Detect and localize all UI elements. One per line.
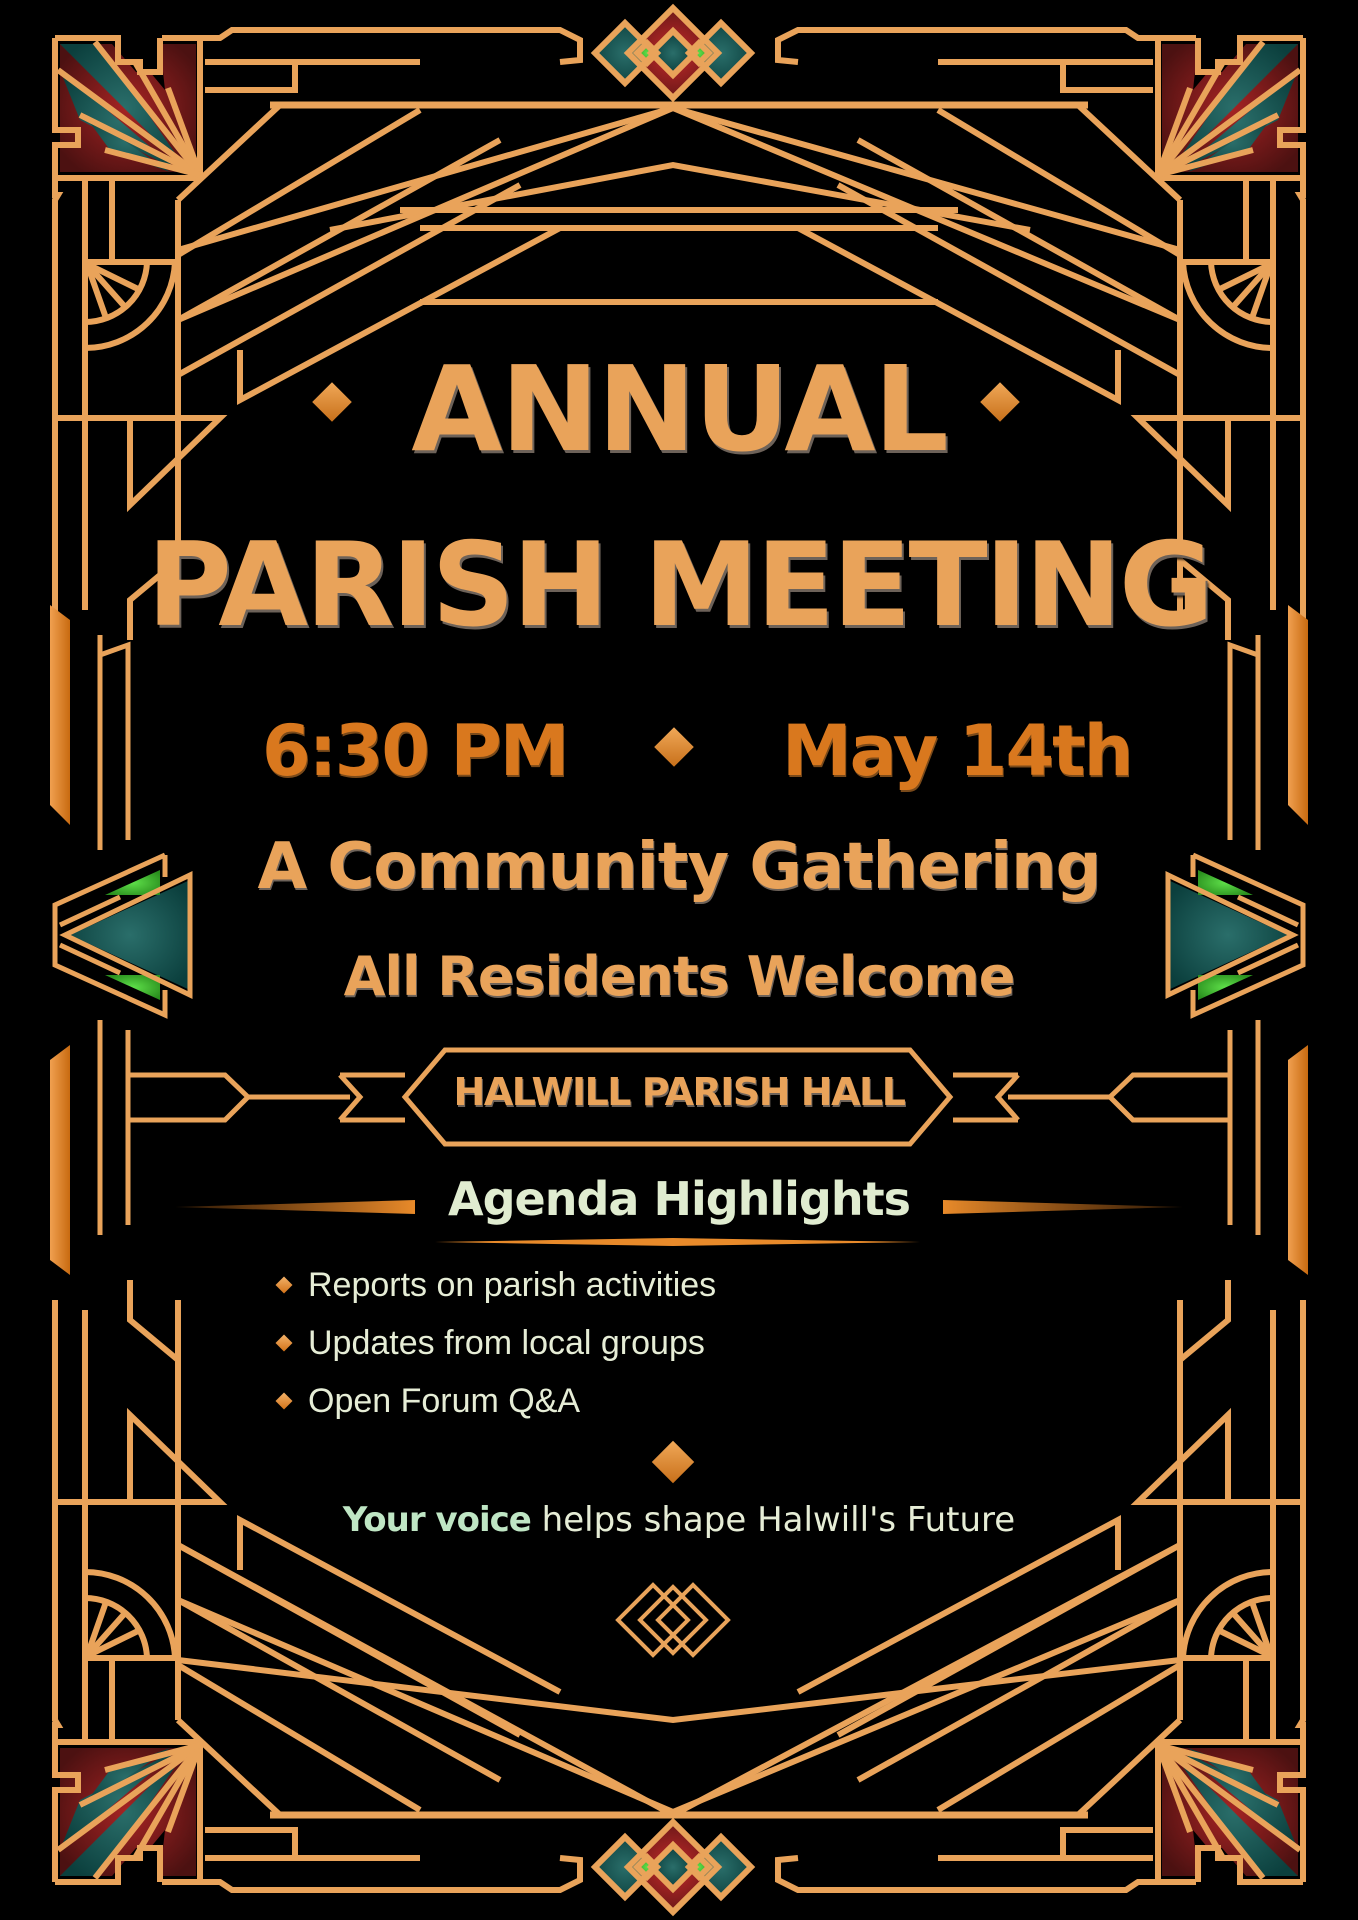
agenda-heading: Agenda Highlights bbox=[448, 1172, 910, 1226]
diamond-bullet-icon bbox=[276, 1335, 293, 1352]
footer-emphasis: Your voice bbox=[342, 1500, 531, 1540]
agenda-item bbox=[272, 1372, 716, 1430]
title-line-annual: ANNUAL bbox=[411, 340, 947, 478]
agenda-item-label: Updates from local groups bbox=[308, 1324, 705, 1362]
welcome-text: All Residents Welcome bbox=[343, 945, 1015, 1008]
footer-slogan bbox=[0, 1500, 1358, 1540]
diamond-bullet-icon bbox=[276, 1277, 293, 1294]
title-line-parish-meeting: PARISH MEETING bbox=[146, 518, 1212, 653]
meeting-time: 6:30 PM bbox=[262, 710, 568, 792]
venue-banner: HALWILL PARISH HALL bbox=[453, 1070, 905, 1114]
meeting-date: May 14th bbox=[782, 710, 1132, 792]
tagline: A Community Gathering bbox=[257, 830, 1101, 904]
agenda-item bbox=[272, 1314, 716, 1372]
footer-rest: helps shape Halwill's Future bbox=[530, 1500, 1016, 1540]
agenda-item bbox=[272, 1256, 716, 1314]
agenda-list bbox=[272, 1256, 716, 1430]
diamond-bullet-icon bbox=[276, 1393, 293, 1410]
agenda-item-label: Open Forum Q&A bbox=[308, 1382, 581, 1420]
agenda-item-label: Reports on parish activities bbox=[308, 1266, 717, 1304]
